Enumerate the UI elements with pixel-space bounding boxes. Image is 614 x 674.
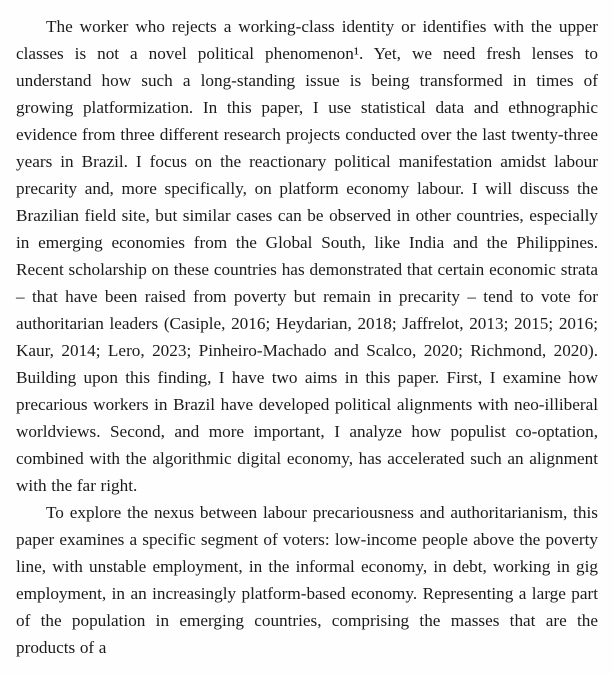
body-paragraph-1: The worker who rejects a working-class identity or identifies with the upper classes is not a novel political phenomenon¹. Yet, we need fresh lenses to understand how such a long-standing issue is being transformed in times of growing platformization. In this paper, I use statistical data and ethnographic evidence from three different research projects conducted over the last twenty-three years in Brazil. I focus on the reactionary political manifestation amidst labour precarity and, more specifically, on platform economy labour. I will discuss the Brazilian field site, but similar cases can be observed in other countries, especially in emerging economies from the Global South, like India and the Philippines. Recent scholarship on these countries has demonstrated that certain economic strata – that have been raised from poverty but remain in precarity – tend to vote for authoritarian leaders (Casiple, 2016; Heydarian, 2018; Jaffrelot, 2013; 2015; 2016; Kaur, 2014; Lero, 2023; Pinheiro-Machado and Scalco, 2020; Richmond, 2020). Building upon this finding, I have two aims in this paper. First, I examine how precarious workers in Brazil have developed political alignments with neo-illiberal worldviews. Second, and more important, I analyze how populist co-optation, combined with the algorithmic digital economy, has accelerated such an alignment with the far right. bbox=[16, 17, 598, 495]
body-paragraph-2: To explore the nexus between labour precariousness and authoritarianism, this paper examines a specific segment of voters: low-income people above the poverty line, with unstable employment, in the informal economy, in debt, working in gig employment, in an increasingly platform-based economy. Representing a large part of the population in emerging countries, comprising the masses that are the products of a bbox=[16, 503, 598, 657]
